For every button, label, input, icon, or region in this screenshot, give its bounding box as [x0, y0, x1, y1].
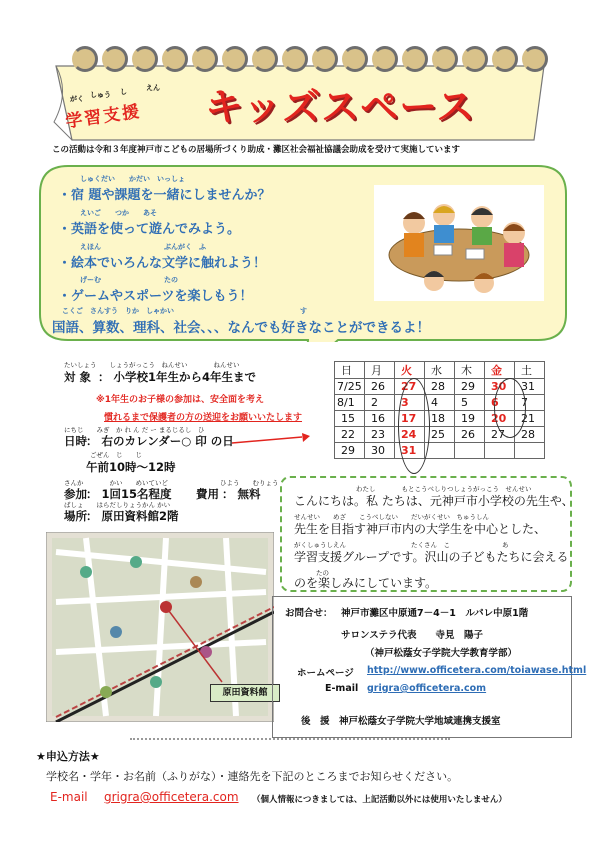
friday-oval	[494, 378, 526, 438]
tuesday-oval	[398, 378, 430, 474]
calendar-day: 27	[485, 427, 515, 443]
calendar-header: 土	[515, 362, 545, 379]
calendar-header-row	[335, 362, 545, 379]
calendar-day: 25	[425, 427, 455, 443]
place-value: ： 原田資料館2階	[86, 509, 179, 523]
target-ruby: たいしょう しょうがっこう ねんせい ねんせい	[64, 361, 240, 369]
calendar-day: 20	[485, 411, 515, 427]
homepage-link[interactable]: http://www.officetera.com/toiawase.html	[367, 665, 587, 676]
calendar-day: 23	[365, 427, 395, 443]
calendar-day: 7/25	[335, 379, 365, 395]
apply-title: ★申込方法★	[36, 750, 100, 763]
calendar-day: 18	[425, 411, 455, 427]
calendar-header: 日	[335, 362, 365, 379]
calendar-day: 24	[395, 427, 425, 443]
calendar-day: 2	[365, 395, 395, 411]
page-title: キッズスペース	[205, 85, 476, 129]
greeting-box	[280, 476, 572, 592]
date-ruby: にちじ みぎ か れ ん だ ー まるじるし ひ	[64, 426, 205, 434]
calendar-header: 水	[425, 362, 455, 379]
privacy-note: （個人情報につきましては、上記活動以外には使用いたしません）	[252, 795, 507, 805]
divider	[130, 738, 450, 740]
binding-curls	[72, 12, 542, 52]
greeting-ruby-3: がくしゅうしえん たくさん こ あ	[294, 541, 509, 549]
date-value: ： 右のカレンダー○ 印 の日	[86, 434, 234, 448]
greeting-line-1: こんにちは。私 たちは、元神戸市小学校の先生や、	[294, 494, 574, 508]
calendar-day: 21	[515, 411, 545, 427]
calendar-day: 28	[425, 379, 455, 395]
calendar-day: 17	[395, 411, 425, 427]
calendar-day: 7	[515, 395, 545, 411]
bubble-line-4: ・ゲームやスポーツを楽しもう！	[58, 289, 253, 304]
subtitle: 学習支援	[64, 101, 143, 133]
calendar-day: 26	[365, 379, 395, 395]
fee-label: 費用	[196, 487, 219, 501]
warning-line-1: ※1年生のお子様の参加は、安全面を考え	[96, 395, 265, 405]
calendar-week	[335, 443, 545, 459]
bubble-ruby-2: えいご つか あそ	[80, 209, 157, 217]
map-label-box	[210, 684, 280, 702]
fee-value: ： 無料	[222, 487, 261, 501]
homepage-label: ホームページ	[297, 668, 354, 679]
contact-organization: （神戸松蔭女子学院大学教育学部）	[365, 648, 518, 659]
support-org: 後 援 神戸松蔭女子学院大学地域連携支援室	[301, 716, 501, 727]
subsidy-note: この活動は令和３年度神戸市こどもの居場所づくり助成・灘区社会福祉協議会助成を受けて実施しています	[52, 145, 461, 155]
email-label: E-mail	[325, 683, 359, 694]
join-label: 参加	[64, 487, 87, 501]
calendar-day: 30	[365, 443, 395, 459]
bubble-last-ruby: こくご さんすう りか しゃかい す	[62, 307, 307, 315]
greeting-ruby-1: わたし もとこうべしりつしょうがっこう せんせい	[356, 485, 532, 493]
calendar-day: 3	[395, 395, 425, 411]
subtitle-ruby-1: がく	[70, 95, 84, 103]
calendar-day: 31	[395, 443, 425, 459]
bubble-ruby-1: しゅくだい かだい いっしょ	[80, 175, 185, 183]
calendar-day	[485, 443, 515, 459]
greeting-ruby-2: せんせい めざ こうべしない だいがくせい ちゅうしん	[294, 513, 489, 521]
subtitle-ruby-3: し	[120, 88, 127, 96]
bubble-ruby-4: げーむ たの	[80, 276, 178, 284]
calendar-day: 6	[485, 395, 515, 411]
calendar-day: 19	[455, 411, 485, 427]
time-value: 午前10時～12時	[86, 460, 176, 474]
contact-representative: サロンステラ代表 寺見 陽子	[341, 630, 484, 641]
calendar-day: 30	[485, 379, 515, 395]
greeting-line-2: 先生を目指す神戸市内の大学生を中心とした、	[294, 522, 547, 536]
calendar-header: 金	[485, 362, 515, 379]
footer-email-link[interactable]: grigra@officetera.com	[104, 790, 239, 804]
arrow-to-calendar	[232, 432, 312, 451]
calendar-day: 27	[395, 379, 425, 395]
bubble-line-3: ・絵本でいろんな文学に触れよう！	[58, 256, 267, 271]
subtitle-ruby-2: しゅう	[90, 91, 111, 99]
subtitle-ruby-4: えん	[146, 84, 160, 92]
calendar-day: 26	[455, 427, 485, 443]
calendar-day: 8/1	[335, 395, 365, 411]
calendar-day: 28	[515, 427, 545, 443]
email-link[interactable]: grigra@officetera.com	[367, 683, 487, 694]
calendar-day	[425, 443, 455, 459]
calendar-day: 31	[515, 379, 545, 395]
calendar-day: 22	[335, 427, 365, 443]
calendar-day: 5	[455, 395, 485, 411]
date-label: 日時	[64, 434, 87, 448]
calendar-header: 月	[365, 362, 395, 379]
calendar-day: 29	[335, 443, 365, 459]
calendar-day: 16	[365, 411, 395, 427]
kids-studying-illustration	[374, 185, 544, 301]
contact-label: お問合せ：	[285, 608, 333, 619]
place-label: 場所	[64, 509, 87, 523]
calendar-day: 4	[425, 395, 455, 411]
calendar-day	[515, 443, 545, 459]
footer-email-label: E-mail	[50, 790, 88, 804]
greeting-line-4: のを楽しみにしています。	[294, 576, 438, 590]
warning-line-2: 慣れるまで保護者の方の送迎をお願いいたします	[104, 413, 303, 423]
target-label: 対 象	[64, 370, 92, 384]
apply-text: 学校名・学年・お名前（ふりがな）・連絡先を下記のところまでお知らせください。	[46, 770, 459, 783]
map-label: 原田資料館	[222, 688, 268, 698]
bubble-line-1: ・宿 題や課題を一緒にしませんか？	[58, 188, 271, 203]
bubble-last-line: 国語、算数、理科、社会、、、なんでも好きなことができるよ！	[52, 320, 430, 336]
place-ruby: ばしょ はらだしりょうかん かい	[64, 501, 171, 509]
time-ruby: ごぜん じ じ	[90, 451, 142, 459]
join-value: ： 1回15名程度	[86, 487, 172, 501]
calendar-day: 15	[335, 411, 365, 427]
join-ruby: さんか かい めいていど ひよう むりょう	[64, 479, 279, 487]
calendar-day	[455, 443, 485, 459]
contact-box	[272, 596, 587, 738]
contact-address: 神戸市灘区中原通7－4－1 ルパレ中原1階	[341, 608, 529, 619]
calendar-header: 木	[455, 362, 485, 379]
greeting-ruby-4: たの	[316, 569, 329, 577]
greeting-line-3: 学習支援グループです。沢山の子どもたちに会える	[294, 550, 569, 564]
calendar-header: 火	[395, 362, 425, 379]
target-value: ： 小学校1年生から4年生まで	[98, 370, 257, 384]
calendar-day: 29	[455, 379, 485, 395]
bubble-line-2: ・英語を使って遊んでみよう。	[58, 222, 241, 237]
bubble-ruby-3: えほん ぶんがく ふ	[80, 243, 206, 251]
